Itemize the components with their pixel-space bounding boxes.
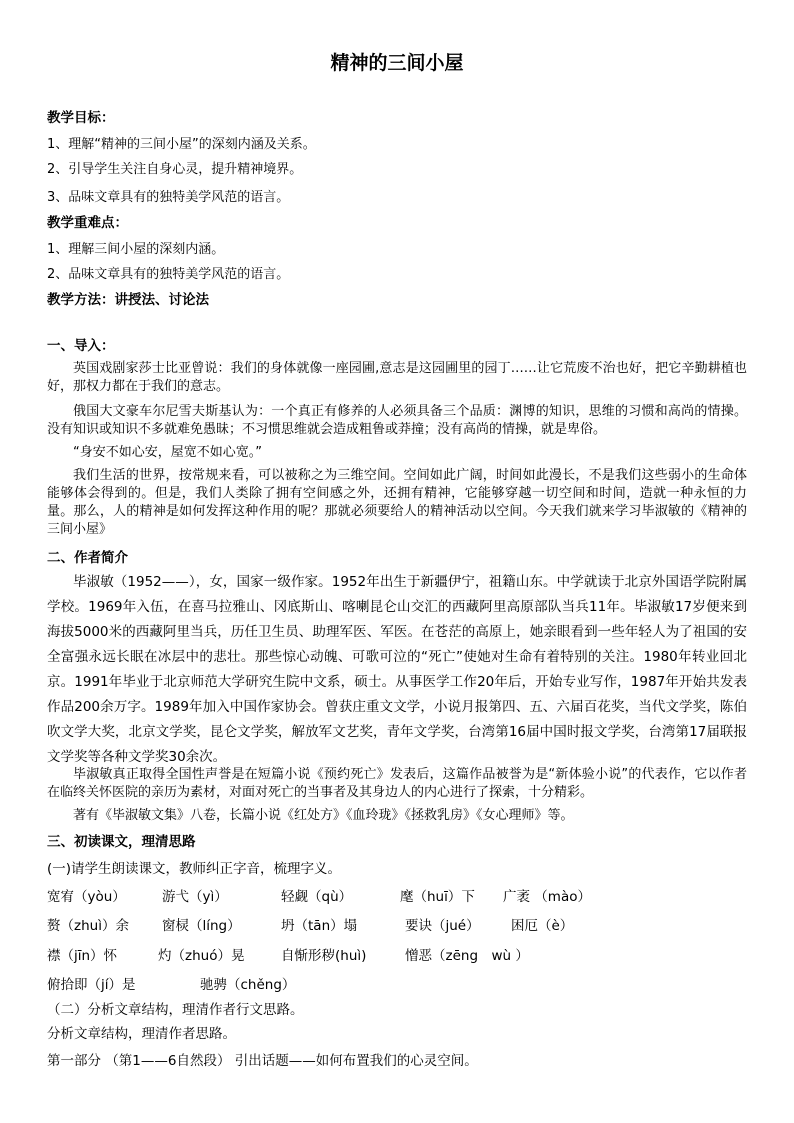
pinyin-item: 自惭形秽(huì) bbox=[281, 948, 367, 964]
intro-heading: 一、导入： bbox=[47, 338, 115, 354]
author-paragraph: 著有《毕淑敏文集》八卷，长篇小说《红处方》《血玲珑》《拯救乳房》《女心理师》等。 bbox=[73, 808, 574, 823]
part1-line: 第一部分 （第1——6自然段） 引出话题——如何布置我们的心灵空间。 bbox=[47, 1053, 478, 1069]
pinyin-item: 赘（zhuì）余 bbox=[47, 918, 129, 934]
reading-sub1: (一)请学生朗读课文，教师纠正字音，梳理字义。 bbox=[47, 861, 342, 877]
reading-sub2b: 分析文章结构，理清作者思路。 bbox=[47, 1026, 236, 1042]
intro-paragraph: 我们生活的世界，按常规来看，可以被称之为三维空间。空间如此广阔，时间如此漫长，不是我们这些弱小的生命体能够体会得到的。但是，我们人类除了拥有空间感之外，还拥有精神，它能够穿越一切空间和时间，造就一种永恒的力量。那么，人的精神是如何发挥这种作用的呢？那就必须要给人的精神活动以空间。今天我们就来学习毕淑敏的《精神的三间小屋》 bbox=[47, 468, 747, 537]
pinyin-item: 灼（zhuó）晃 bbox=[158, 948, 245, 964]
pinyin-item: 困厄（è） bbox=[511, 918, 574, 934]
difficulty-item: 1、理解三间小屋的深刻内涵。 bbox=[47, 242, 225, 257]
intro-paragraph: 俄国大文豪车尔尼雪夫斯基认为：一个真正有修养的人必须具备三个品质：渊博的知识，思维的习惯和高尚的情操。没有知识或知识不多就难免愚昧；不习惯思维就会造成粗鲁或莽撞；没有高尚的情操，就是卑俗。 bbox=[47, 404, 747, 437]
goal-item: 2、引导学生关注自身心灵，提升精神境界。 bbox=[47, 162, 303, 177]
difficulties-heading: 教学重难点： bbox=[47, 215, 128, 231]
method-line: 教学方法：讲授法、讨论法 bbox=[47, 292, 209, 308]
pinyin-item: 麾（huī）下 bbox=[400, 889, 475, 905]
pinyin-item: 广袤 （mào） bbox=[503, 889, 591, 905]
pinyin-item: 游弋（yì） bbox=[162, 889, 228, 905]
intro-paragraph: 英国戏剧家莎士比亚曾说：我们的身体就像一座园圃,意志是这园圃里的园丁……让它荒废不治也好，把它辛勤耕植也好，那权力都在于我们的意志。 bbox=[47, 361, 747, 394]
reading-sub2: （二）分析文章结构，理清作者行文思路。 bbox=[47, 1002, 304, 1018]
reading-heading: 三、初读课文，理清思路 bbox=[47, 834, 196, 850]
pinyin-item: 憎恶（zēng wù ） bbox=[405, 948, 529, 964]
author-paragraph: 毕淑敏真正取得全国性声誉是在短篇小说《预约死亡》发表后，这篇作品被誉为是“新体验小说”的代表作，它以作者在临终关怀医院的亲历为素材，对面对死亡的当事者及其身边人的内心进行了探索，十分精彩。 bbox=[47, 767, 747, 800]
pinyin-item: 坍（tān）塌 bbox=[281, 918, 358, 934]
pinyin-item: 轻觑（qù） bbox=[281, 889, 353, 905]
intro-quote: “身安不如心安，屋宽不如心宽。” bbox=[73, 445, 262, 460]
pinyin-item: 襟（jīn）怀 bbox=[47, 948, 118, 964]
goals-heading: 教学目标： bbox=[47, 110, 115, 126]
pinyin-item: 要诀（jué） bbox=[405, 918, 480, 934]
page-title: 精神的三间小屋 bbox=[330, 52, 464, 74]
difficulty-item: 2、品味文章具有的独特美学风范的语言。 bbox=[47, 267, 290, 282]
goal-item: 3、品味文章具有的独特美学风范的语言。 bbox=[47, 190, 290, 205]
pinyin-item: 宽宥（yòu） bbox=[47, 889, 126, 905]
goal-item: 1、理解“精神的三间小屋”的深刻内涵及关系。 bbox=[47, 137, 316, 152]
pinyin-item: 俯拾即（jí）是 bbox=[47, 977, 136, 993]
pinyin-item: 驰骋（chěng） bbox=[200, 977, 296, 993]
author-paragraph: 毕淑敏（1952——），女，国家一级作家。1952年出生于新疆伊宁，祖籍山东。中学就读于北京外国语学院附属学校。1969年入伍，在喜马拉雅山、冈底斯山、喀喇昆仑山交汇的西藏阿里高原部队当兵11年。毕淑敏17岁便来到海拔5000米的西藏阿里当兵，历任卫生员、助理军医、军医。在苍茫的高原上，她亲眼看到一些年轻人为了祖国的安全富强永远长眠在冰层中的悲壮。那些惊心动魄、可歌可泣的“死亡”使她对生命有着特别的关注。1980年转业回北京。1991年毕业于北京师范大学研究生院中文系，硕士。从事医学工作20年后，开始专业写作，1987年开始共发表作品200余万字。1989年加入中国作家协会。曾获庄重文文学，小说月报第四、五、六届百花奖，当代文学奖，陈伯吹文学大奖，北京文学奖，昆仑文学奖，解放军文艺奖，青年文学奖，台湾第16届中国时报文学奖，台湾第17届联报文学奖等各种文学奖30余次。 bbox=[47, 574, 747, 765]
pinyin-item: 窗棂（líng） bbox=[162, 918, 241, 934]
author-heading: 二、作者简介 bbox=[47, 550, 128, 566]
